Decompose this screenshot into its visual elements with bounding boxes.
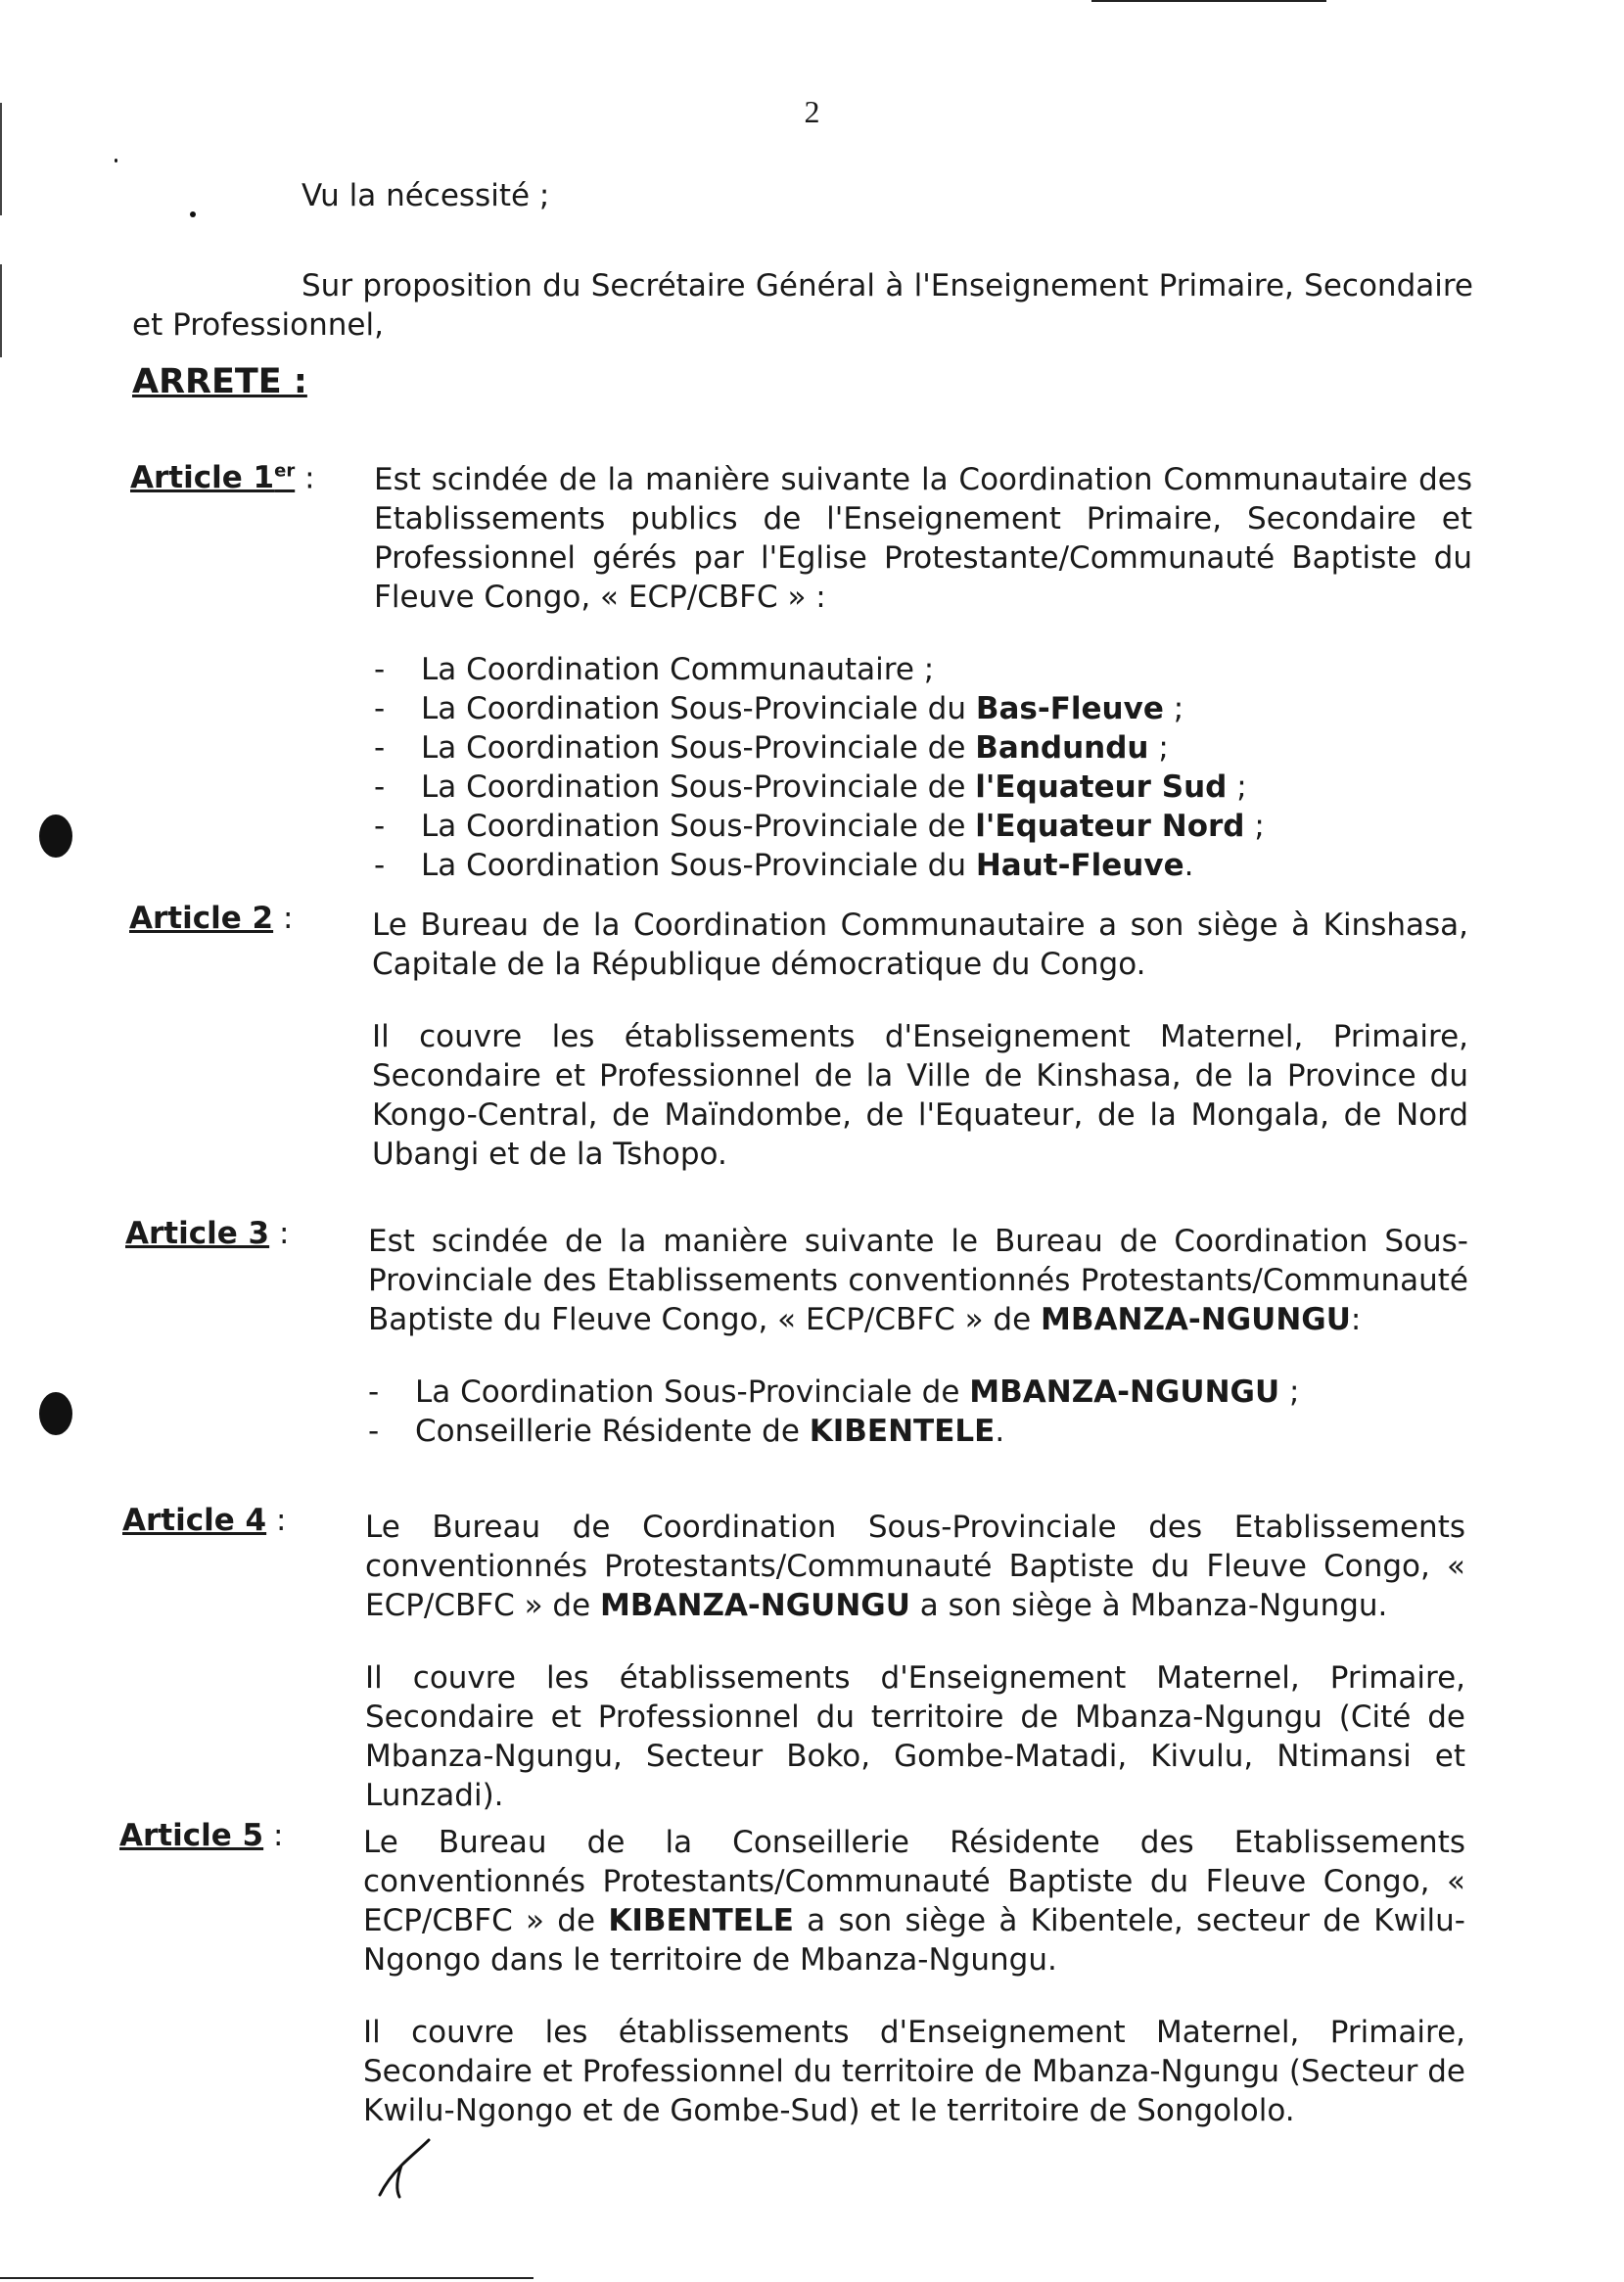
decree-heading: ARRETE : <box>132 362 307 401</box>
article-label-sup: er <box>274 461 296 482</box>
bottom-rule <box>0 2277 534 2279</box>
punch-hole <box>39 1392 72 1435</box>
article-5-coverage: Il couvre les établissements d'Enseignement Maternel, Primaire, Secondaire et Professionnel du territoire de Mbanza-Ngungu (Secteur de Kwilu-Ngongo et de Gombe-Sud) et le territoire de Songololo. <box>363 2015 1465 2128</box>
article-5-seat: Le Bureau de la Conseillerie Résidente des Etablissements conventionnés Protestants/Communauté Baptiste du Fleuve Congo, « ECP/CBFC » de KIBENTELE a son siège à Kibentele, secteur de Kwilu-Ngongo dans le territoire de Mbanza-Ngungu. <box>363 1825 1465 1978</box>
article-2-seat: Le Bureau de la Coordination Communautaire a son siège à Kinshasa, Capitale de la République démocratique du Congo. <box>372 908 1468 982</box>
speck <box>115 159 117 163</box>
article-2-label: Article 2 : <box>129 901 294 936</box>
preamble-necessity: Vu la nécessité ; <box>302 178 550 213</box>
margin-line <box>0 264 2 357</box>
article-3-label: Article 3 : <box>125 1216 290 1251</box>
article-2-coverage: Il couvre les établissements d'Enseignement Maternel, Primaire, Secondaire et Professionnel de la Ville de Kinshasa, de la Province du Kongo-Central, de Maïndombe, de l'Equateur, de la Mongala, de Nord Ubangi et de la Tshopo. <box>372 1019 1468 1172</box>
article-1-body <box>374 460 1472 885</box>
page-number: 2 <box>804 94 820 129</box>
list-item: - La Coordination Sous-Provinciale de l'Equateur Nord ; <box>374 807 1472 846</box>
list-item: - Conseillerie Résidente de KIBENTELE. <box>368 1412 1468 1451</box>
article-1-intro: Est scindée de la manière suivante la Coordination Communautaire des Etablissements publics de l'Enseignement Primaire, Secondaire et Professionnel gérés par l'Eglise Protestante/Communauté Baptiste du Fleuve Congo, « ECP/CBFC » : <box>374 462 1472 615</box>
punch-hole <box>39 815 72 858</box>
list-item: - La Coordination Sous-Provinciale du Bas-Fleuve ; <box>374 689 1472 728</box>
article-1-list <box>374 650 1472 885</box>
list-item: - La Coordination Sous-Provinciale du Haut-Fleuve. <box>374 846 1472 885</box>
article-label-text: Article 1 <box>130 460 275 496</box>
list-item: - La Coordination Sous-Provinciale de Bandundu ; <box>374 728 1472 768</box>
article-4-coverage: Il couvre les établissements d'Enseignement Maternel, Primaire, Secondaire et Professionnel du territoire de Mbanza-Ngungu (Cité de Mbanza-Ngungu, Secteur Boko, Gombe-Matadi, Kivulu, Ntimansi et Lunzadi). <box>365 1660 1465 1813</box>
article-2-body <box>372 906 1468 1174</box>
top-rule <box>1091 0 1326 2</box>
article-3-intro: Est scindée de la manière suivante le Bureau de Coordination Sous-Provinciale des Etablissements conventionnés Protestants/Communauté Baptiste du Fleuve Congo, « ECP/CBFC » de MBANZA-NGUNGU: <box>368 1224 1468 1337</box>
speck <box>190 211 196 217</box>
list-item: - La Coordination Sous-Provinciale de l'Equateur Sud ; <box>374 768 1472 807</box>
article-4-label: Article 4 : <box>122 1503 287 1538</box>
list-item: - La Coordination Communautaire ; <box>374 650 1472 689</box>
article-3-body <box>368 1222 1468 1451</box>
article-5-body <box>363 1823 1465 2130</box>
initials-signature <box>372 2136 441 2205</box>
article-4-body <box>365 1508 1465 1815</box>
preamble-proposal-text: Sur proposition du Secrétaire Général à l'Enseignement Primaire, Secondaire et Professionnel, <box>132 268 1473 343</box>
article-5-label: Article 5 : <box>119 1818 284 1853</box>
article-4-seat: Le Bureau de Coordination Sous-Provinciale des Etablissements conventionnés Protestants/Communauté Baptiste du Fleuve Congo, « ECP/CBFC » de MBANZA-NGUNGU a son siège à Mbanza-Ngungu. <box>365 1510 1465 1623</box>
article-1-label: Article 1er : <box>130 460 315 496</box>
preamble-proposal <box>132 266 1473 345</box>
article-3-list <box>368 1373 1468 1451</box>
list-item: - La Coordination Sous-Provinciale de MBANZA-NGUNGU ; <box>368 1373 1468 1412</box>
